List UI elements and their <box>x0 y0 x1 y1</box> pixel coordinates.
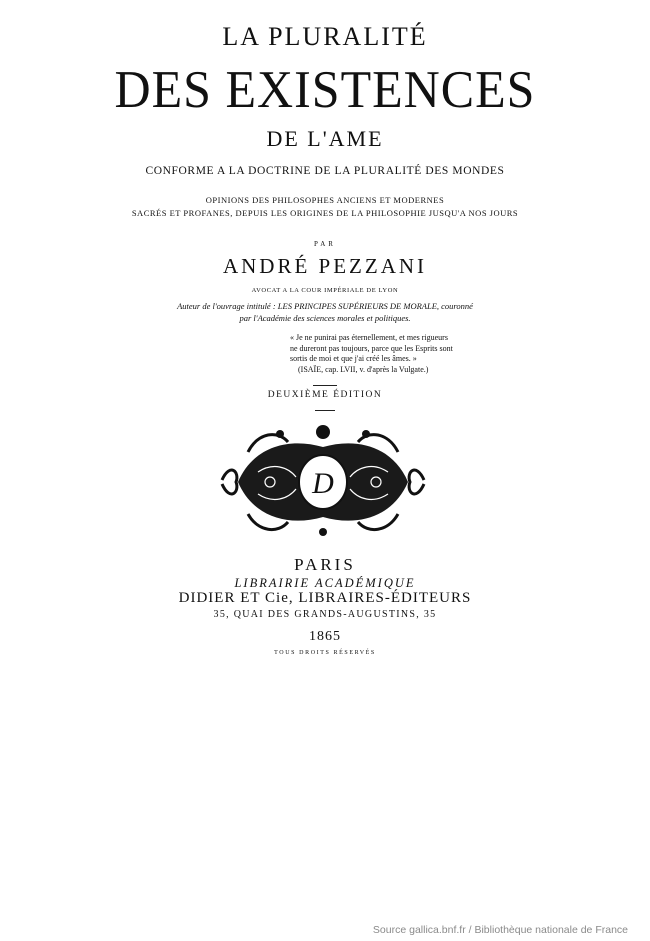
opinions-line-2: SACRÉS ET PROFANES, DEPUIS LES ORIGINES DE LA PHILOSOPHIE JUSQU'A NOS JOURS <box>131 208 519 218</box>
city: PARIS <box>294 555 356 574</box>
epigraph <box>290 333 510 375</box>
epigraph-line: « Je ne punirai pas éternellement, et mes rigueurs <box>290 333 448 342</box>
par-label: PAR <box>314 240 336 248</box>
publication-year: 1865 <box>309 629 341 644</box>
epigraph-line: ne dureront pas toujours, parce que les Esprits sont <box>290 343 453 353</box>
rule-above-edition <box>313 385 337 386</box>
svg-text:D: D <box>312 467 334 500</box>
author-role: AVOCAT A LA COUR IMPÉRIALE DE LYON <box>251 287 399 294</box>
rule-below-edition <box>315 410 335 411</box>
title-line-3: DE L'AME <box>266 126 384 151</box>
printers-ornament-icon <box>218 422 428 537</box>
publisher-line-2: DIDIER ET Cie, LIBRAIRES-ÉDITEURS <box>178 590 472 606</box>
epigraph-line: sortis de moi et que j'ai créé les âmes. » <box>290 354 417 363</box>
publisher-address: 35, QUAI DES GRANDS-AUGUSTINS, 35 <box>213 609 437 620</box>
author-work-line-2: par l'Académie des sciences morales et politiques. <box>239 313 411 323</box>
opinions-line-1: OPINIONS DES PHILOSOPHES ANCIENS ET MODERNES <box>205 195 445 205</box>
author-work-line-1: Auteur de l'ouvrage intitulé : LES PRINCIPES SUPÉRIEURS DE MORALE, couronné <box>177 301 473 311</box>
source-credit: Source gallica.bnf.fr / Bibliothèque nationale de France <box>372 924 628 936</box>
title-line-2: DES EXISTENCES <box>114 59 536 119</box>
epigraph-citation: (ISAÏE, cap. LVII, v. d'après la Vulgate.) <box>298 364 429 374</box>
publisher-line-1: LIBRAIRIE ACADÉMIQUE <box>234 576 416 590</box>
edition: DEUXIÈME ÉDITION <box>267 390 383 400</box>
title-line-1: LA PLURALITÉ <box>222 22 428 51</box>
subtitle: CONFORME A LA DOCTRINE DE LA PLURALITÉ DES MONDES <box>145 165 505 177</box>
author-name: ANDRÉ PEZZANI <box>222 254 428 278</box>
rights-notice: TOUS DROITS RÉSERVÉS <box>274 650 376 656</box>
